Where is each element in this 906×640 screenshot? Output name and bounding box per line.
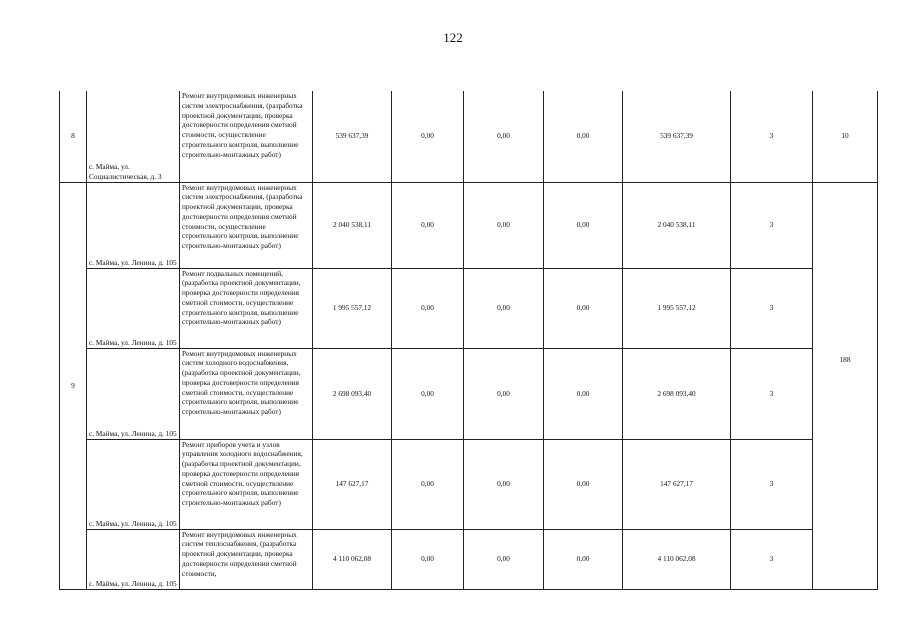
table-row: [60, 529, 878, 589]
cost-cell: 0,00: [464, 91, 544, 182]
table-row: [60, 348, 878, 439]
cost-cell: 0,00: [392, 91, 464, 182]
count-cell: 188: [813, 182, 878, 589]
cost-cell: 0,00: [392, 529, 464, 589]
cost-cell: 0,00: [544, 268, 623, 348]
work-type-cell: Ремонт внутридомовых инженерных систем электроснабжения, (разработка проектной документации, проверка достоверности определения сметной стоимости, осуществление строительного контроля, выполнение строительно-монтажных работ): [180, 182, 313, 268]
cost-cell: 0,00: [392, 439, 464, 529]
work-type-cell: Ремонт внутридомовых инженерных систем электроснабжения, (разработка проектной документации, проверка достоверности определения сметной стоимости, осуществление строительного контроля, выполнение строительно-монтажных работ): [180, 91, 313, 182]
count-cell: 3: [731, 268, 813, 348]
cost-cell: 539 637,39: [623, 91, 731, 182]
cost-cell: 2 698 093,40: [623, 348, 731, 439]
cost-cell: 0,00: [392, 182, 464, 268]
work-schedule-table: [59, 91, 878, 590]
address-cell: с. Майма, ул. Ленина, д. 105: [87, 529, 180, 589]
count-cell: 3: [731, 529, 813, 589]
cost-cell: 4 110 062,08: [623, 529, 731, 589]
count-cell: 3: [731, 182, 813, 268]
table-row: [60, 268, 878, 348]
count-cell: 3: [731, 348, 813, 439]
work-type-cell: Ремонт приборов учета и узлов управления холодного водоснабжения, (разработка проектной документации, проверка достоверности определения сметной стоимости, осуществление строительного контроля, выполнение строительно-монтажных работ): [180, 439, 313, 529]
address-cell: с. Майма, ул. Ленина, д. 105: [87, 268, 180, 348]
cost-cell: 0,00: [464, 268, 544, 348]
cost-cell: 0,00: [464, 529, 544, 589]
address-cell: с. Майма, ул. Социалистическая, д. 3: [87, 91, 180, 182]
cost-cell: 0,00: [544, 348, 623, 439]
page-number: 122: [443, 30, 463, 45]
cost-cell: 0,00: [464, 182, 544, 268]
cost-cell: 2 040 538,11: [623, 182, 731, 268]
cost-cell: 0,00: [392, 268, 464, 348]
total-cost-cell: 2 698 093,40: [313, 348, 392, 439]
count-cell: 10: [813, 91, 878, 182]
address-cell: с. Майма, ул. Ленина, д. 105: [87, 348, 180, 439]
total-cost-cell: 1 995 557,12: [313, 268, 392, 348]
cost-cell: 1 995 557,12: [623, 268, 731, 348]
count-cell: 3: [731, 439, 813, 529]
work-type-cell: Ремонт внутридомовых инженерных систем холодного водоснабжения, (разработка проектной документации, проверка достоверности определения сметной стоимости, осуществление строительного контроля, выполнение строительно-монтажных работ): [180, 348, 313, 439]
total-cost-cell: 4 110 062,08: [313, 529, 392, 589]
total-cost-cell: 147 627,17: [313, 439, 392, 529]
table-row: [60, 182, 878, 268]
address-cell: с. Майма, ул. Ленина, д. 105: [87, 439, 180, 529]
address-cell: с. Майма, ул. Ленина, д. 105: [87, 182, 180, 268]
cost-cell: 0,00: [392, 348, 464, 439]
cost-cell: 0,00: [544, 529, 623, 589]
work-type-cell: Ремонт подвальных помещений, (разработка проектной документации, проверка достоверности определения сметной стоимости, осуществление строительного контроля, выполнение строительно-монтажных работ): [180, 268, 313, 348]
cost-cell: 147 627,17: [623, 439, 731, 529]
cost-cell: 0,00: [464, 348, 544, 439]
row-number: 8: [60, 91, 87, 182]
row-number: 9: [60, 182, 87, 589]
cost-cell: 0,00: [464, 439, 544, 529]
total-cost-cell: 2 040 538,11: [313, 182, 392, 268]
table-row: [60, 439, 878, 529]
cost-cell: 0,00: [544, 91, 623, 182]
cost-cell: 0,00: [544, 439, 623, 529]
cost-cell: 0,00: [544, 182, 623, 268]
table-row: [60, 91, 878, 182]
count-cell: 3: [731, 91, 813, 182]
work-type-cell: Ремонт внутридомовых инженерных систем теплоснабжения, (разработка проектной документации, проверка достоверности определения сметной стоимости,: [180, 529, 313, 589]
total-cost-cell: 539 637,39: [313, 91, 392, 182]
